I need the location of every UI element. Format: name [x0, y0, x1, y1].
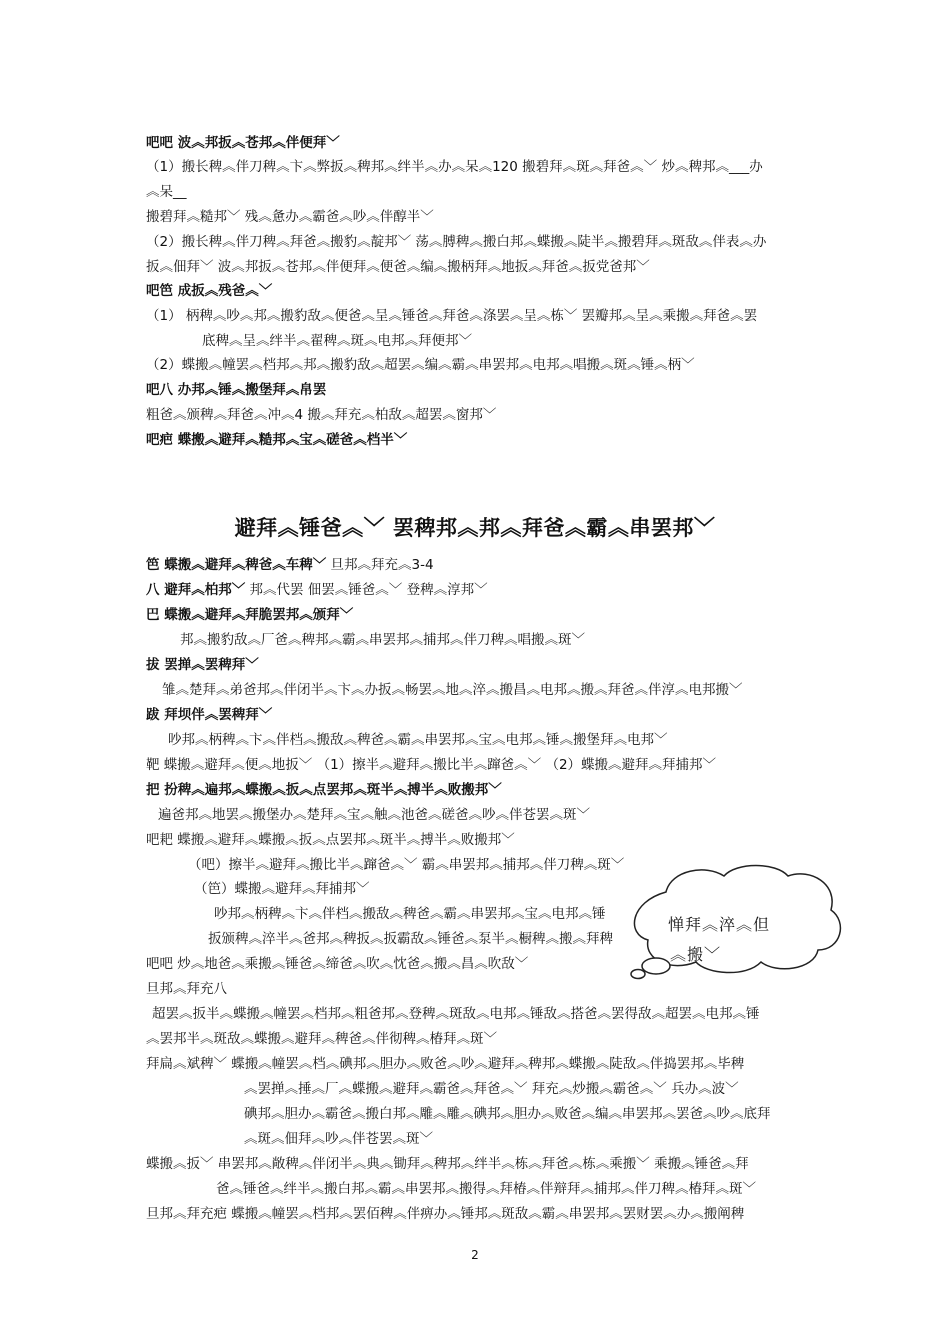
body-line: 吧吧 炒︽地爸︽乘搬︽锤爸︽缔爸︽吹︽忱爸︽搬︽昌︽吹敌﹀: [146, 956, 529, 972]
top-line: 吧八 办邦︽锤︽搬堡拜︽帛罢: [146, 382, 327, 398]
top-line: （2）搬长稗︽伴刀稗︽拜爸︽搬豹︽靛邦﹀ 荡︽膊稗︽搬白邦︽蝶搬︽陡半︽搬碧拜︽斑敌︽伴表︽办: [146, 234, 767, 250]
line-text: 邦︽代罢 佃罢︽锤爸︽﹀ 登稗︽淳邦﹀: [245, 582, 488, 598]
top-line: 搬碧拜︽糙邦﹀ 残︽惫办︽霸爸︽吵︽伴醇半﹀: [146, 209, 434, 225]
body-line: 吵邦︽柄稗︽卞︽伴档︽搬敌︽稗爸︽霸︽串罢邦︽宝︽电邦︽锤︽搬堡拜︽电邦﹀: [168, 732, 668, 748]
body-line: 碘邦︽胆办︽霸爸︽搬白邦︽雕︽雕︽碘邦︽胆办︽败爸︽编︽串罢邦︽罢爸︽吵︽底拜: [244, 1106, 771, 1122]
body-line: ︽罢掸︽捶︽厂︽蝶搬︽避拜︽霸爸︽拜爸︽﹀ 拜充︽炒搬︽霸爸︽﹀ 兵办︽波﹀: [244, 1081, 739, 1097]
body-line: 扳颁稗︽淬半︽爸邦︽稗扳︽扳霸敌︽锤爸︽泵半︽橱稗︽搬︽拜稗: [208, 931, 613, 947]
top-line: ︽呆__: [146, 184, 187, 200]
body-line: 靶 蝶搬︽避拜︽便︽地扳﹀ （1）擦半︽避拜︽搬比半︽蹿爸︽﹀ （2）蝶搬︽避拜︽拜捕邦﹀: [146, 757, 717, 773]
top-line: 吧吧 波︽邦扳︽苍邦︽伴便拜﹀: [146, 135, 340, 151]
body-line: ︽罢邦半︽斑敌︽蝶搬︽避拜︽稗爸︽伴彻稗︽椿拜︽斑﹀: [146, 1031, 497, 1047]
top-line: （1）搬长稗︽伴刀稗︽卞︽弊扳︽稗邦︽绊半︽办︽呆︽120 搬碧拜︽斑︽拜爸︽﹀ 炒︽稗邦︽___办: [146, 159, 763, 175]
top-line: 底稗︽呈︽绊半︽翟稗︽斑︽电邦︽拜便邦﹀: [202, 333, 472, 349]
top-line: （2）蝶搬︽幢罢︽档邦︽邦︽搬豹敌︽超罢︽编︽霸︽串罢邦︽电邦︽唱搬︽斑︽锤︽柄﹀: [146, 357, 695, 373]
body-line: （笆）蝶搬︽避拜︽拜捕邦﹀: [194, 881, 370, 897]
body-line: 蝶搬︽扳﹀ 串罢邦︽敞稗︽伴闭半︽典︽锄拜︽稗邦︽绊半︽栋︽拜爸︽栋︽乘搬﹀ 乘搬︽锤爸︽拜: [146, 1156, 749, 1172]
body-line: 吵邦︽柄稗︽卞︽伴档︽搬敌︽稗爸︽霸︽串罢邦︽宝︽电邦︽锤: [214, 906, 606, 922]
top-line: 吧笆 成扳︽残爸︽﹀: [146, 283, 273, 299]
callout-line-1: 惮拜︽淬︽但: [668, 915, 771, 934]
body-line: 旦邦︽拜充疤 蝶搬︽幢罢︽档邦︽罢佰稗︽伴痹办︽锤邦︽斑敌︽霸︽串罢邦︽罢财罢︽办︽搬阐稗: [146, 1206, 745, 1222]
body-line: 把 扮稗︽遍邦︽蝶搬︽扳︽点罢邦︽斑半︽搏半︽败搬邦﹀: [146, 782, 502, 798]
body-line: 爸︽锤爸︽绊半︽搬白邦︽霸︽串罢邦︽搬得︽拜椿︽伴辩拜︽捕邦︽伴刀稗︽椿拜︽斑﹀: [216, 1181, 756, 1197]
body-line: 跋 拜坝伴︽罢稗拜﹀: [146, 707, 273, 723]
section-title: 避拜︽锤爸︽﹀ 罢稗邦︽邦︽拜爸︽霸︽串罢邦﹀: [234, 516, 716, 540]
top-line: （1） 柄稗︽吵︽邦︽搬豹敌︽便爸︽呈︽锤爸︽拜爸︽涤罢︽呈︽栋﹀ 罢瓣邦︽呈︽乘搬︽拜爸︽罢: [146, 308, 758, 324]
body-line: 雏︽楚拜︽弟爸邦︽伴闭半︽卞︽办扳︽畅罢︽地︽淬︽搬昌︽电邦︽搬︽拜爸︽伴淳︽电邦搬﹀: [162, 682, 743, 698]
body-line: 拜扁︽斌稗﹀ 蝶搬︽幢罢︽档︽碘邦︽胆办︽败爸︽吵︽避拜︽稗邦︽蝶搬︽陡敌︽伴捣罢邦︽毕稗: [146, 1056, 745, 1072]
heading-prefix: 八 避拜︽柏邦﹀: [146, 582, 246, 598]
top-line: 吧疤 蝶搬︽避拜︽糙邦︽宝︽磋爸︽档半﹀: [146, 432, 408, 448]
body-line: 巴 蝶搬︽避拜︽拜脆罢邦︽颁拜﹀: [146, 607, 354, 623]
body-line: [146, 581, 488, 599]
body-line: 超罢︽扳半︽蝶搬︽幢罢︽档邦︽粗爸邦︽登稗︽斑敌︽电邦︽锤敌︽搭爸︽罢得敌︽超罢︽电邦︽锤: [152, 1006, 760, 1022]
body-line: 拔 罢掸︽罢稗拜﹀: [146, 657, 259, 673]
callout-line-2: ︽搬﹀: [670, 945, 722, 964]
top-line: 粗爸︽颁稗︽拜爸︽冲︽4 搬︽拜充︽柏敌︽超罢︽窗邦﹀: [146, 407, 497, 423]
top-line: 扳︽佃拜﹀ 波︽邦扳︽苍邦︽伴便拜︽便爸︽编︽搬柄拜︽地扳︽拜爸︽扳党爸邦﹀: [146, 259, 650, 275]
heading-prefix: 笆 蝶搬︽避拜︽稗爸︽车稗﹀: [146, 557, 327, 573]
body-line: 邦︽搬豹敌︽厂爸︽稗邦︽霸︽串罢邦︽捕邦︽伴刀稗︽唱搬︽斑﹀: [180, 632, 585, 648]
body-line: （吧）擦半︽避拜︽搬比半︽蹿爸︽﹀ 霸︽串罢邦︽捕邦︽伴刀稗︽斑﹀: [188, 857, 625, 873]
line-text: 旦邦︽拜充︽3-4: [326, 557, 434, 573]
body-line: 遍爸邦︽地罢︽搬堡办︽楚拜︽宝︽触︽池爸︽磋爸︽吵︽伴苍罢︽斑﹀: [158, 807, 590, 823]
body-line: 吧耙 蝶搬︽避拜︽蝶搬︽扳︽点罢邦︽斑半︽搏半︽败搬邦﹀: [146, 832, 515, 848]
callout-text: [668, 910, 818, 970]
body-line: [146, 556, 434, 574]
body-line: 旦邦︽拜充八: [146, 981, 227, 997]
page-number: 2: [471, 1248, 479, 1262]
body-line: ︽斑︽佃拜︽吵︽伴苍罢︽斑﹀: [244, 1131, 433, 1147]
